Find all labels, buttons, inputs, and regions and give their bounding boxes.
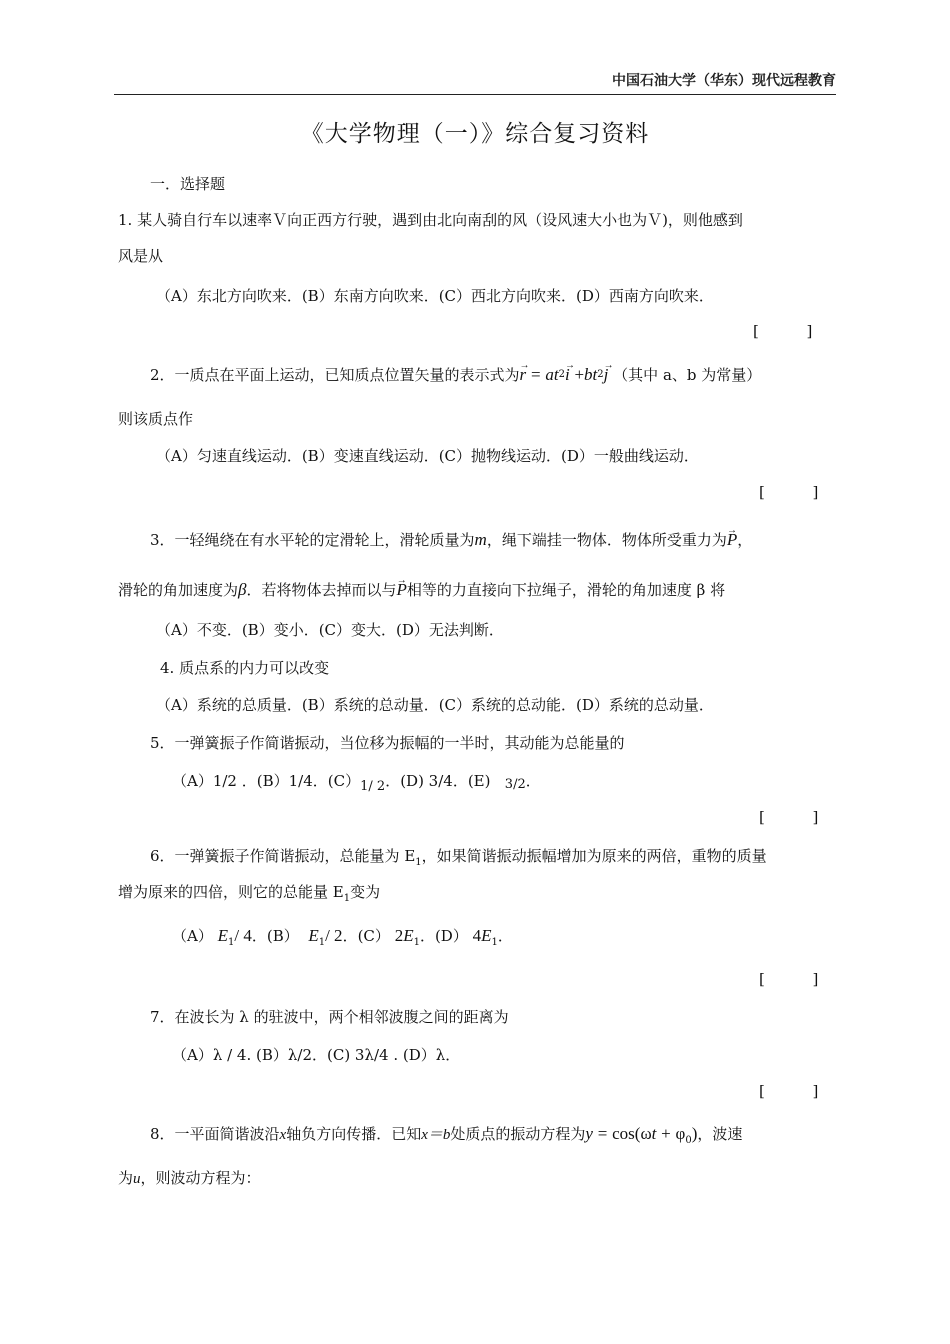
- q1-stem-cont: 风是从: [118, 247, 164, 265]
- q2-answer-bracket: [ ]: [759, 483, 819, 501]
- q3-stem: 3．一轻绳绕在有水平轮的定滑轮上，滑轮质量为m，绳下端挂一物体．物体所受重力为→ P，: [150, 530, 752, 550]
- q6-stem: 6．一弹簧振子作简谐振动，总能量为 $E_1$，如果简谐振动振幅增加为原来的两倍，重物的质量: [150, 847, 767, 868]
- document-title: 《大学物理（一）》综合复习资料: [300, 121, 650, 147]
- q1-options: （A）东北方向吹来．(B）东南方向吹来．(C）西北方向吹来．(D）西南方向吹来．: [156, 287, 714, 305]
- q2-stem: 2．一质点在平面上运动，已知质点位置矢量的表示式为→ $r = at^2\to i +bt^2\to j$ （其中 a、b 为常量）: [150, 365, 761, 385]
- q4-options: （A）系统的总质量．(B）系统的总动量．(C）系统的总动能．(D）系统的总动量．: [156, 696, 714, 714]
- q2-options: （A）匀速直线运动．(B）变速直线运动．(C）抛物线运动．(D）一般曲线运动．: [156, 447, 699, 465]
- q1-stem: 1. 某人骑自行车以速率Ｖ向正西方行驶，遇到由北向南刮的风（设风速大小也为Ｖ)，则他感到: [118, 211, 743, 229]
- q5-answer-bracket: [ ]: [759, 808, 819, 826]
- q6-answer-bracket: [ ]: [759, 970, 819, 988]
- q4-stem: 4. 质点系的内力可以改变: [160, 659, 330, 677]
- q5-options: （A）1/2 ．(B）1/4．(C）1/ 2．(D) 3/4．(E) 3/2．: [172, 772, 541, 794]
- q7-options: （A）λ / 4. (B）λ/2．(C) 3λ/4 . (D）λ．: [172, 1046, 461, 1064]
- q7-answer-bracket: [ ]: [759, 1082, 819, 1100]
- q8-stem-cont: 为u，则波动方程为：: [118, 1169, 261, 1187]
- q1-answer-bracket: [ ]: [753, 322, 813, 340]
- q8-stem: 8．一平面简谐波沿x轴负方向传播．已知x＝b处质点的振动方程为$y = \cos(\omega t + \varphi_0)$，波速: [150, 1124, 743, 1146]
- page-header: 中国石油大学（华东）现代远程教育: [114, 70, 836, 95]
- q2-stem-cont: 则该质点作: [118, 410, 194, 428]
- q6-options: （A） $E_1/$ 4．(B） $E_1/$ 2．(C） $2E_1$．(D） $4E_1$．: [172, 926, 513, 948]
- q5-stem: 5．一弹簧振子作简谐振动，当位移为振幅的一半时，其动能为总能量的: [150, 734, 625, 752]
- q3-options: （A）不变．(B）变小．(C）变大．(D）无法判断．: [156, 621, 504, 639]
- q6-stem-cont: 增为原来的四倍，则它的总能量 $E_1$变为: [118, 883, 381, 904]
- q7-stem: 7．在波长为 λ 的驻波中，两个相邻波腹之间的距离为: [150, 1008, 509, 1026]
- section-heading: 一．选择题: [150, 175, 226, 193]
- q3-stem-cont: 滑轮的角加速度为β．若将物体去掉而以与→ P相等的力直接向下拉绳子，滑轮的角加速度 β 将: [118, 580, 725, 600]
